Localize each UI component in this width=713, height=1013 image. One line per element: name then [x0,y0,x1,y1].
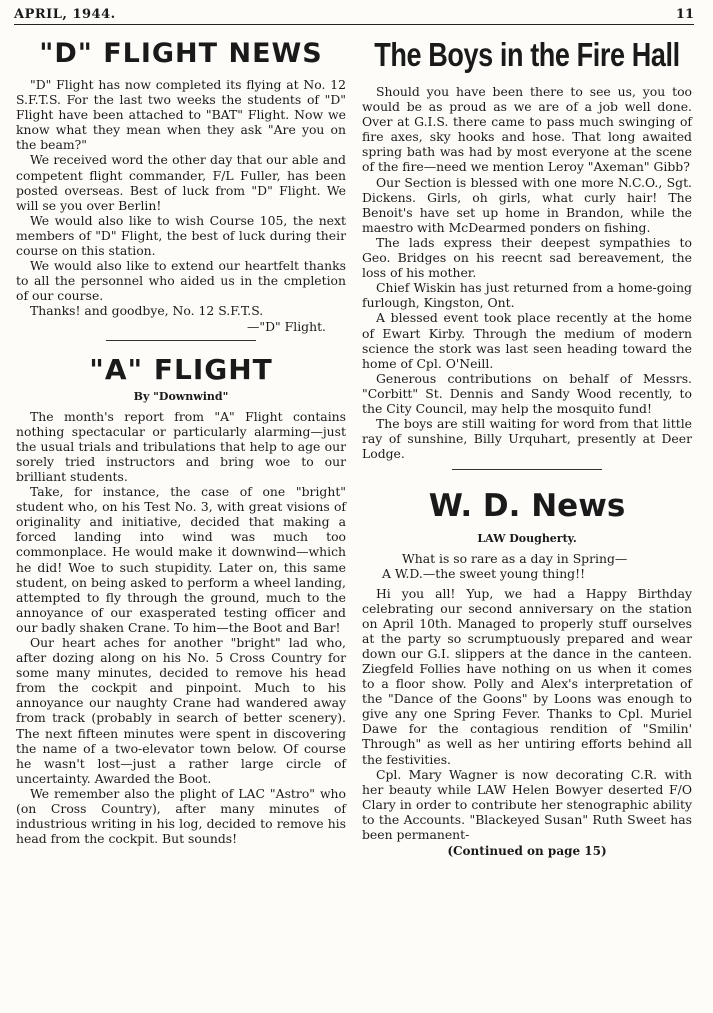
d-flight-paragraph: We would also like to wish Course 105, the next members of "D" Flight, the best of luck during their course on this station. [16,212,346,259]
wd-news-verse [362,551,692,581]
verse-line: What is so rare as a day in Spring— [402,551,628,567]
wd-news-paragraph: Cpl. Mary Wagner is now decorating C.R. with her beauty while LAW Helen Bowyer deserted F/O Clary in order to contribute her stenographic ability to the Accounts. "Blackeyed Susan" Ruth Sweet has been permanent- [362,766,692,843]
issue-date: APRIL, 1944. [14,7,116,22]
fire-hall-paragraph: Generous contributions on behalf of Messrs. "Corbitt" St. Dennis and Sandy Wood recently, to the City Council, may help the mosquito fund! [362,370,692,416]
wd-news-article [362,488,692,858]
a-flight-paragraph: Our heart aches for another "bright" lad who, after dozing along on his No. 5 Cross Country for some many minutes, decided to remove his head from the cockpit and pinpoint. Much to his annoyance our naughty Crane had wandered away from track (probably in search of better scenery). The next fifteen minutes were spent in discovering the name of a two-elevator town below. Of course he wasn't lost—just a rather large circle of uncertainty. Awarded the Boot. [16,635,346,786]
a-flight-paragraph: We remember also the plight of LAC "Astro" who (on Cross Country), after many minutes of industrious writing in his log, decided to remove his head from the cockpit. But sounds! [16,785,346,847]
fire-hall-paragraph: A blessed event took place recently at the home of Ewart Kirby. Through the medium of modern science the stork was last seen heading toward the home of Cpl. O'Neill. [362,310,692,371]
fire-hall-article [362,36,692,461]
page-header [14,4,694,25]
wd-news-title: W. D. News [428,488,626,525]
a-flight-article [16,353,346,847]
d-flight-signature: —"D" Flight. [246,318,326,334]
d-flight-paragraph: We received word the other day that our able and competent flight commander, F/L Fuller, has been posted overseas. Best of luck from "D" Flight. We will se you over Berlin! [16,152,346,213]
fire-hall-paragraph: Should you have been there to see us, you too would be as proud as we are of a job well done. Over at G.I.S. there came to pass much swinging of fire axes, sky hooks and hose. That long awaited spring bath was had by most everyone at the scene of the fire—need we mention Leroy "Axeman" Gibb? [362,84,692,175]
page-number: 11 [675,7,694,22]
d-flight-article [16,38,346,334]
wd-news-paragraph: Hi you all! Yup, we had a Happy Birthday celebrating our second anniversary on the station on April 10th. Managed to properly stuff ourselves at the party so scrumptuously prepared and wear down our G.I. slippers at the dance in the canteen. Ziegfeld Follies have nothing on us when it comes to a floor show. Polly and Alex's interpretation of the "Dance of the Goons" by Loons was enough to give any one Spring Fever. Thanks to Cpl. Muriel Dawe for the contagious rendition of "Smilin' Through" as well as her untiring efforts behind all the festivities. [362,585,692,767]
a-flight-paragraph: The month's report from "A" Flight contains nothing spectacular or particularly alarming—just the usual trials and tribulations that help to age our sorely tried instructors and bring woe to our brilliant students. [16,408,346,484]
d-flight-paragraph: We would also like to extend our heartfelt thanks to all the personnel who aided us in the cmpletion of our course. [16,258,346,304]
continued-notice: (Continued on page 15) [447,844,607,859]
d-flight-title: "D" FLIGHT NEWS [39,38,323,69]
fire-hall-paragraph: The lads express their deepest sympathies to Geo. Bridges on his reecnt sad bereavement, the loss of his mother. [362,234,692,281]
section-divider [106,340,256,341]
d-flight-paragraph: "D" Flight has now completed its flying at No. 12 S.F.T.S. For the last two weeks the students of "D" Flight have been attached to "BAT" Flight. Now we know what they mean when they ask "Are you on the beam?" [16,77,346,153]
fire-hall-paragraph: Our Section is blessed with one more N.C.O., Sgt. Dickens. Girls, oh girls, what curly hair! The Benoit's have set up home in Brandon, while the maestro with McDearmed ponders on fishing. [362,174,692,235]
verse-line: A W.D.—the sweet young thing!! [382,566,586,582]
right-column [362,32,692,858]
d-flight-paragraph: Thanks! and goodbye, No. 12 S.F.T.S. [30,303,264,319]
fire-hall-paragraph: Chief Wiskin has just returned from a home-going furlough, Kingston, Ont. [362,280,692,311]
fire-hall-paragraph: The boys are still waiting for word from that little ray of sunshine, Billy Urquhart, presently at Deer Lodge. [362,416,692,462]
a-flight-title: "A" FLIGHT [89,352,273,386]
left-column [16,32,346,846]
fire-hall-title: The Boys in the Fire Hall [374,36,680,73]
wd-news-byline: LAW Dougherty. [477,532,577,546]
a-flight-paragraph: Take, for instance, the case of one "bright" student who, on his Test No. 3, with great visions of originality and initiative, decided that making a forced landing into wind was much too commonplace. He would make it downwind—which he did! Woe to such stupidity. Later on, this same student, on being asked to perform a wheel landing, attempted to fly through the ground, much to the annoyance of our exasperated testing officer and our badly shaken Crane. To him—the Boot and Bar! [16,484,346,635]
a-flight-byline: By "Downwind" [133,389,229,403]
section-divider [452,469,602,470]
